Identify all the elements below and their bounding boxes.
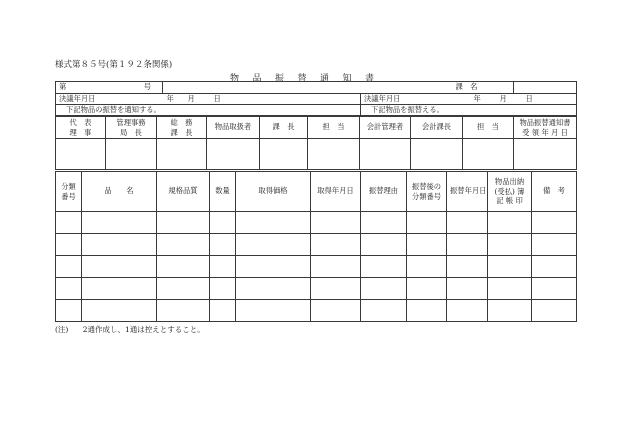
right-notice-cell	[361, 105, 577, 116]
left-notice: 下記物品の振替を通知する。	[66, 104, 161, 114]
new-class-number-header: 振替後の 分類番号	[407, 172, 447, 212]
stamp-box	[157, 139, 207, 170]
right-resolution-date	[361, 94, 577, 105]
remarks-header: 備 考	[532, 172, 577, 212]
doc-number-blank	[163, 82, 361, 94]
left-date-day: 日	[213, 93, 221, 103]
acquisition-price-header: 取得価格	[236, 172, 311, 212]
table-row	[56, 234, 577, 256]
left-notice-cell	[56, 105, 361, 116]
accounting-staff-header: 担 当	[463, 117, 514, 139]
transfer-date-header: 振替年月日	[447, 172, 488, 212]
table-row	[56, 300, 577, 322]
footnote-prefix: (注)	[55, 325, 69, 334]
general-manager-header: 総 務 課 長	[157, 117, 207, 139]
section-name-value	[514, 82, 577, 94]
right-notice: 下記物品を振替える。	[371, 104, 444, 114]
stamp-box	[308, 139, 360, 170]
admin-director-header: 管理事務 局 長	[106, 117, 157, 139]
staff-header: 担 当	[308, 117, 360, 139]
left-date-label: 決議年月日	[59, 93, 96, 103]
date-table	[55, 93, 577, 116]
spec-header: 規格品質	[157, 172, 210, 212]
stamp-box	[260, 139, 308, 170]
ledger-stamp-header: 物品出納 (受払) 簿 記 帳 印	[488, 172, 532, 212]
acquisition-date-header: 取得年月日	[311, 172, 361, 212]
document-title: 物品振替通知書	[230, 74, 388, 84]
receipt-date-header: 物品振替通知書 受 領 年 月 日	[514, 117, 577, 139]
footnote	[55, 324, 205, 335]
table-row	[56, 212, 577, 234]
right-date-label: 決議年月日	[364, 93, 401, 103]
stamp-box	[207, 139, 260, 170]
custodian-header: 物品取扱者	[207, 117, 260, 139]
right-date-year: 年	[473, 93, 481, 103]
section-name-label: 課 名	[455, 82, 478, 92]
right-date-day: 日	[525, 93, 533, 103]
left-resolution-date	[56, 94, 361, 105]
approval-table	[55, 116, 577, 170]
left-date-year: 年	[166, 93, 174, 103]
footnote-text: 2通作成し、1通は控えとすること。	[82, 325, 205, 334]
stamp-box	[360, 139, 411, 170]
accounting-chief-header: 会計課長	[411, 117, 463, 139]
right-date-month: 月	[499, 93, 507, 103]
representative-director-header: 代 表 理 事	[56, 117, 106, 139]
section-name-label-cell	[361, 82, 514, 94]
accounting-manager-header: 会計管理者	[360, 117, 411, 139]
transfer-reason-header: 振替理由	[361, 172, 407, 212]
section-chief-header: 課 長	[260, 117, 308, 139]
stamp-box	[514, 139, 577, 170]
table-row	[56, 256, 577, 278]
doc-number-suffix: 号	[143, 82, 151, 92]
doc-number-cell	[56, 82, 163, 94]
table-row	[56, 278, 577, 300]
form-title: 様式第８５号(第１９２条関係)	[55, 60, 173, 70]
stamp-box	[463, 139, 514, 170]
stamp-box	[411, 139, 463, 170]
stamp-box	[56, 139, 106, 170]
items-table	[55, 171, 577, 322]
doc-number-label: 第	[59, 82, 67, 92]
stamp-box	[106, 139, 157, 170]
quantity-header: 数量	[210, 172, 236, 212]
left-date-month: 月	[187, 93, 195, 103]
item-name-header: 品 名	[82, 172, 157, 212]
class-number-header: 分類 番号	[56, 172, 82, 212]
